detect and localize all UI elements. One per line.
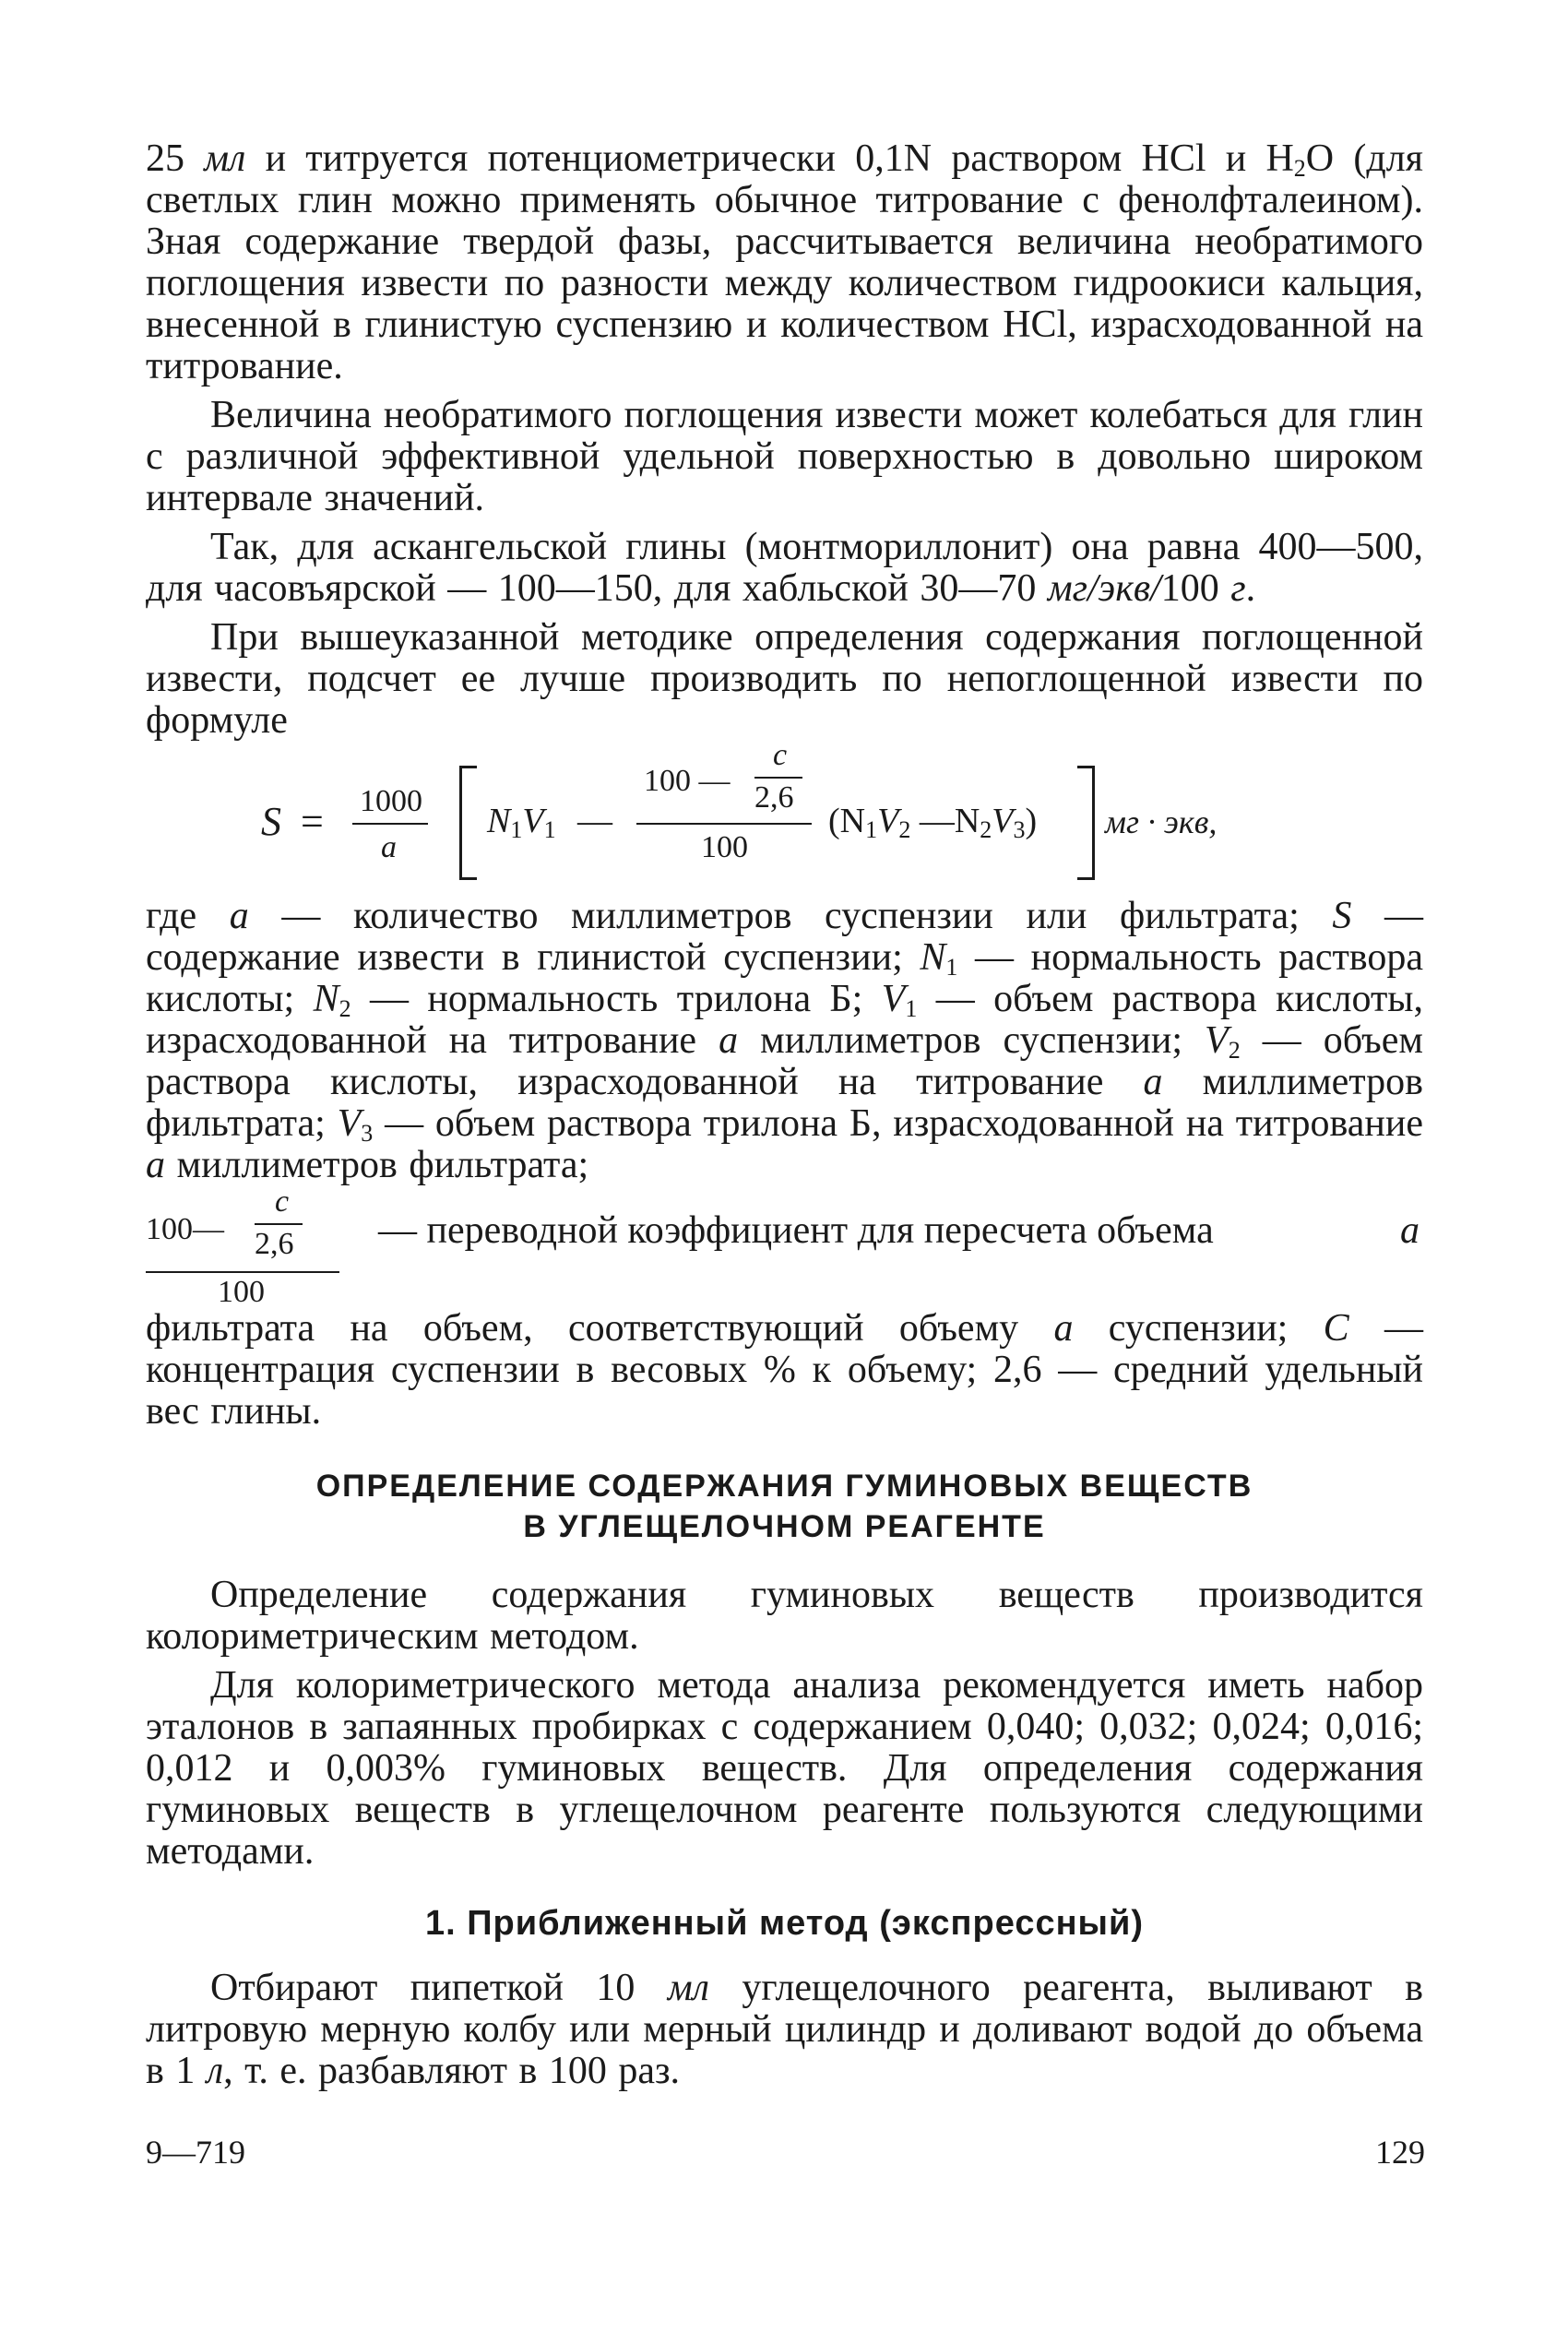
inline-100-minus: 100— <box>146 1212 224 1246</box>
formula-n1v1: $N_1V_1$ <box>487 802 556 843</box>
fraction-bar-1000 <box>352 823 428 825</box>
paragraph-method: При вышеуказанной методике определения содержания поглощенной извести, подсчет ее лучше производить по непоглощенной извести по формуле <box>146 616 1423 742</box>
formula-2-6: 2,6 <box>754 780 794 815</box>
inline-bar-100 <box>146 1271 339 1273</box>
inline-c: c <box>275 1184 290 1219</box>
inline-den-100: 100 <box>218 1275 265 1309</box>
section-heading: ОПРЕДЕЛЕНИЕ СОДЕРЖАНИЯ ГУМИНОВЫХ ВЕЩЕСТВ В УГЛЕЩЕЛОЧНОМ РЕАГЕНТЕ <box>315 1469 1253 1544</box>
inline-fraction-text: — переводной коэффициент для пересчета объема <box>378 1209 1214 1252</box>
page-number: 129 <box>1375 2134 1425 2171</box>
formula-denominator-a: a <box>381 830 397 864</box>
formula-equals: = <box>301 799 324 844</box>
formula-c: c <box>773 738 788 772</box>
paragraph-pipette: Отбирают пипеткой 10 мл углещелочного реагента, выливают в литровую мерную колбу или мерный цилиндр и доливают водой до объема в 1 л, т. е. разбавляют в 100 раз. <box>146 1967 1423 2092</box>
legend-continuation: фильтрата на объем, соответствующий объему a суспензии; C — концентрация суспензии в весовых % к объему; 2,6 — средний удельный вес глины. <box>146 1307 1424 1433</box>
text-column <box>146 138 1423 2092</box>
paragraph-titration: 25 мл и титруется потенциометрически 0,1N раствором HCl и $H_2O$ (для светлых глин можно применять обычное титрование с фенолфталеином). Зная содержание твердой фазы, рассчитывается величина необратимого поглощения извести по разности между количеством гидроокиси кальция, внесенной в глинистую суспензию и количеством HCl, израсходованной на титрование. <box>146 137 1423 387</box>
right-bracket <box>1077 766 1095 880</box>
inline-bar-c <box>255 1223 303 1225</box>
fraction-bar-c <box>754 777 802 779</box>
fraction-bar-100 <box>636 823 812 825</box>
formula-100-minus: 100 — <box>644 764 731 798</box>
inline-fraction-block <box>146 1184 1423 1309</box>
formula-parenthesis: ($N_1V_2$ $—N_2V_3$) <box>828 802 1038 843</box>
formula-block <box>146 738 1423 890</box>
footer-signature: 9—719 <box>146 2134 245 2171</box>
formula-symbol-s: S <box>261 799 281 844</box>
formula-minus: — <box>577 802 612 840</box>
paragraph-clays: Так, для аскангельской глины (монтмориллонит) она равна 400—500, для часовъярской — 100—150, для хабльской 30—70 мг/экв/100 г. <box>146 526 1423 610</box>
inline-2-6: 2,6 <box>255 1227 294 1261</box>
legend-paragraph: где a — количество миллиметров суспензии или фильтрата; S — содержание извести в глинистой суспензии; $N_1$ — нормальность раствора кислоты; $N_2$ — нормальность трилона Б; $V_1$ — объем раствора кислоты, израсходованной на титрование a миллиметров суспензии; $V_2$ — объем раствора кислоты, израсходованной на титрование a миллиметров фильтрата; $V_3$ — объем раствора трилона Б, израсходованной на титрование a миллиметров фильтрата; <box>146 895 1424 1186</box>
formula-unit: мг · экв, <box>1105 803 1218 840</box>
paragraph-absorption: Величина необратимого поглощения извести может колебаться для глин с различной эффективной удельной поверхностью в довольно широком интервале значений. <box>146 394 1423 519</box>
left-bracket <box>459 766 477 880</box>
formula-numerator-1000: 1000 <box>360 784 422 818</box>
paragraph-standards: Для колориметрического метода анализа рекомендуется иметь набор эталонов в запаянных пробирках с содержанием 0,040; 0,032; 0,024; 0,016; 0,012 и 0,003% гуминовых веществ. Для определения содержания гуминовых веществ в углещелочном реагенте пользуются следующими методами. <box>146 1664 1423 1873</box>
paragraph-colorimetric: Определение содержания гуминовых веществ производится колориметрическим методом. <box>146 1574 1423 1658</box>
subheading-express-method: 1. Приближенный метод (экспрессный) <box>424 1904 1145 1943</box>
formula-den-100: 100 <box>701 830 748 864</box>
inline-fraction-a: a <box>1400 1209 1420 1252</box>
